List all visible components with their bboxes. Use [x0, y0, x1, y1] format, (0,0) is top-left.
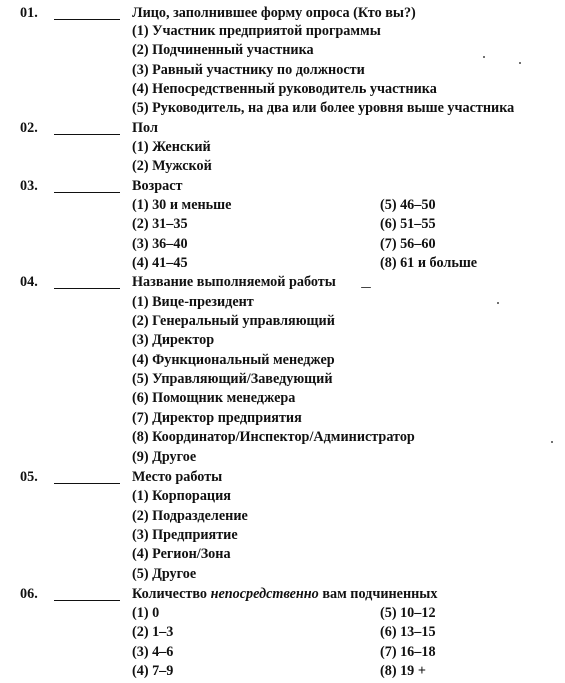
option-row [0, 235, 565, 254]
option-label: (8) 19 + [380, 663, 426, 679]
option-label: (3) 4–6 [132, 644, 174, 660]
question-03 [0, 177, 565, 196]
option-label: (1) Вице-президент [132, 294, 254, 310]
question-text [132, 585, 437, 604]
option-label: (1) 30 и меньше [132, 197, 232, 213]
answer-blank[interactable] [54, 288, 120, 289]
question-number: 04. [20, 274, 38, 290]
question-02 [0, 119, 565, 138]
answer-blank[interactable] [54, 600, 120, 601]
question-text-suffix: вам подчиненных [318, 586, 438, 602]
option-label: (8) Координатор/Инспектор/Администратор [132, 429, 415, 445]
option-label: (2) Подразделение [132, 508, 248, 524]
option-label: (4) Регион/Зона [132, 546, 231, 562]
question-text-emphasis: непосредственно [210, 586, 319, 602]
option-row [0, 254, 565, 273]
option-row [0, 215, 565, 234]
option-label: (1) 0 [132, 605, 160, 621]
option-label: (5) Руководитель, на два или более уровня выше участника [132, 100, 515, 116]
option-label: (7) 56–60 [380, 236, 436, 252]
answer-blank[interactable] [54, 483, 120, 484]
question-05 [0, 468, 565, 487]
option-label: (2) Мужской [132, 158, 212, 174]
question-06 [0, 585, 565, 604]
option-label: (5) 10–12 [380, 605, 436, 621]
option-row [0, 662, 565, 681]
option-label: (5) 46–50 [380, 197, 436, 213]
option-label: (2) 1–3 [132, 624, 174, 640]
question-number: 05. [20, 469, 38, 485]
option-label: (3) Директор [132, 332, 215, 348]
option-label: (8) 61 и больше [380, 255, 478, 271]
option-label: (4) Функциональный менеджер [132, 352, 335, 368]
option-label: (7) 16–18 [380, 644, 436, 660]
option-label: (6) 13–15 [380, 624, 436, 640]
option-label: (4) 7–9 [132, 663, 174, 679]
option-label: (3) Предприятие [132, 527, 238, 543]
option-label: (6) 51–55 [380, 216, 436, 232]
scan-speck [551, 441, 553, 443]
option-row [0, 196, 565, 215]
option-label: (7) Директор предприятия [132, 410, 302, 426]
question-04 [0, 273, 565, 292]
option-row [0, 604, 565, 623]
question-text: Место работы [132, 469, 223, 485]
option-row [0, 643, 565, 662]
option-label: (4) Непосредственный руководитель участника [132, 81, 437, 97]
option-row [0, 623, 565, 642]
option-label: (5) Другое [132, 566, 197, 582]
question-number: 01. [20, 5, 38, 21]
question-text-prefix: Количество [132, 586, 211, 602]
option-label: (9) Другое [132, 449, 197, 465]
option-label: (1) Корпорация [132, 488, 231, 504]
answer-blank[interactable] [54, 192, 120, 193]
option-label: (1) Женский [132, 139, 211, 155]
option-label: (2) Генеральный управляющий [132, 313, 335, 329]
option-label: (6) Помощник менеджера [132, 390, 296, 406]
scan-speck [483, 56, 485, 58]
question-text: Название выполняемой работы [132, 274, 336, 290]
option-label: (2) Подчиненный участника [132, 42, 314, 58]
scan-speck [361, 287, 371, 288]
question-01 [0, 4, 565, 23]
option-label: (4) 41–45 [132, 255, 188, 271]
scan-speck [497, 302, 499, 304]
question-text: Пол [132, 120, 158, 136]
option-label: (2) 31–35 [132, 216, 188, 232]
option-label: (1) Участник предприятой программы [132, 23, 381, 39]
question-number: 03. [20, 178, 38, 194]
option-label: (5) Управляющий/Заведующий [132, 371, 333, 387]
question-number: 06. [20, 586, 38, 602]
answer-blank[interactable] [54, 134, 120, 135]
question-text: Возраст [132, 178, 183, 194]
option-label: (3) 36–40 [132, 236, 188, 252]
option-label: (3) Равный участнику по должности [132, 62, 365, 78]
question-text: Лицо, заполнившее форму опроса (Кто вы?) [132, 5, 416, 21]
answer-blank[interactable] [54, 19, 120, 20]
scan-speck [519, 62, 521, 64]
question-number: 02. [20, 120, 38, 136]
